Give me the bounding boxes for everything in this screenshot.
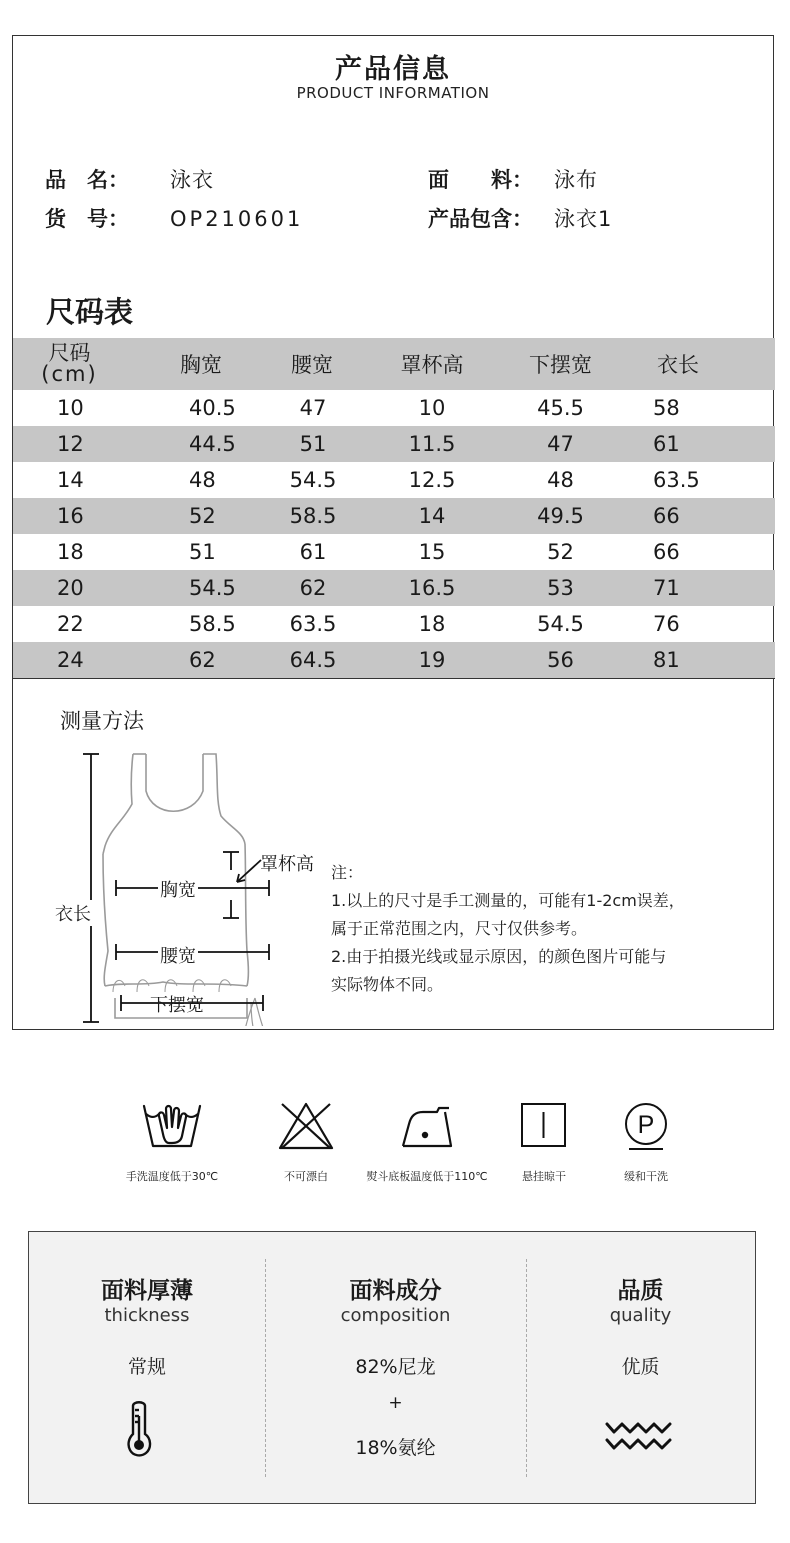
table-cell: 22 xyxy=(57,612,84,636)
table-cell: 52 xyxy=(547,540,574,564)
composition-line1: 82%尼龙 xyxy=(355,1356,436,1378)
attr-contents-value: 泳衣1 xyxy=(554,207,613,231)
hang-dry-icon xyxy=(520,1100,568,1152)
care-hang-dry xyxy=(502,1100,586,1184)
attr-item-no-value: OP210601 xyxy=(170,207,304,231)
fabric-panel xyxy=(28,1231,756,1504)
composition-title: 面料成分 xyxy=(349,1278,442,1304)
note-line: 注： xyxy=(331,863,364,882)
table-cell: 52 xyxy=(189,504,216,528)
iron-icon xyxy=(399,1100,455,1152)
table-cell: 19 xyxy=(418,648,446,672)
table-cell: 51 xyxy=(299,432,327,456)
table-cell: 61 xyxy=(653,432,680,456)
quality-value: 优质 xyxy=(621,1356,660,1378)
care-label-hang-dry: 悬挂晾干 xyxy=(522,1170,566,1183)
table-cell: 56 xyxy=(547,648,574,672)
table-row xyxy=(13,498,775,534)
fabric-thickness xyxy=(29,1232,265,1503)
table-cell: 18 xyxy=(57,540,84,564)
dry-clean-symbol: P xyxy=(637,1111,655,1139)
table-cell: 16 xyxy=(57,504,84,528)
care-label-hand-wash: 手洗温度低于30℃ xyxy=(125,1170,219,1183)
thickness-title: 面料厚薄 xyxy=(101,1278,193,1304)
attr-contents-label: 产品包含： xyxy=(428,207,533,231)
label-waist: 腰宽 xyxy=(158,942,198,968)
dry-clean-icon xyxy=(621,1100,671,1152)
table-cell: 16.5 xyxy=(408,576,456,600)
measure-title: 测量方法 xyxy=(60,709,144,733)
composition-subtitle: composition xyxy=(340,1305,451,1326)
note-line: 实际物体不同。 xyxy=(331,975,444,994)
table-cell: 10 xyxy=(57,396,84,420)
table-cell: 58 xyxy=(653,396,680,420)
table-cell: 54.5 xyxy=(537,612,584,636)
header-size-line1: 尺码 xyxy=(48,341,91,365)
attr-fabric xyxy=(428,164,598,194)
measurement-notes xyxy=(331,859,685,999)
attr-contents xyxy=(428,203,612,233)
table-cell: 48 xyxy=(547,468,574,492)
table-cell: 61 xyxy=(299,540,327,564)
table-cell: 63.5 xyxy=(653,468,700,492)
product-info-panel xyxy=(12,35,774,1030)
attr-fabric-label: 面 料： xyxy=(428,168,533,192)
quality-title: 品质 xyxy=(617,1278,664,1304)
attr-fabric-value: 泳布 xyxy=(554,168,598,192)
table-cell: 51 xyxy=(189,540,216,564)
table-cell: 62 xyxy=(299,576,327,600)
size-chart-title: 尺码表 xyxy=(46,295,134,329)
attr-item-no-label: 货 号： xyxy=(45,207,129,231)
fabric-quality xyxy=(526,1232,755,1503)
table-cell: 11.5 xyxy=(408,432,456,456)
label-cup: 罩杯高 xyxy=(260,854,314,875)
label-hem: 下摆宽 xyxy=(150,995,204,1016)
attr-item-no xyxy=(45,203,303,233)
table-cell: 54.5 xyxy=(189,576,236,600)
header-size-line2: (cm) xyxy=(41,362,98,386)
table-cell: 71 xyxy=(653,576,680,600)
table-row xyxy=(13,570,775,606)
table-cell: 81 xyxy=(653,648,680,672)
header-waist: 腰宽 xyxy=(291,353,333,377)
header-hem: 下摆宽 xyxy=(529,353,592,377)
header-chest: 胸宽 xyxy=(180,353,222,377)
attr-name-value: 泳衣 xyxy=(170,168,214,192)
composition-plus: + xyxy=(388,1393,403,1413)
table-cell: 45.5 xyxy=(537,396,584,420)
composition-line2: 18%氨纶 xyxy=(355,1437,436,1459)
label-chest: 胸宽 xyxy=(158,876,198,902)
note-line: 1.以上的尺寸是手工测量的，可能有1-2cm误差， xyxy=(331,891,685,910)
table-cell: 58.5 xyxy=(289,504,337,528)
table-row xyxy=(13,390,775,426)
table-cell: 48 xyxy=(189,468,216,492)
table-row xyxy=(13,462,775,498)
table-cell: 64.5 xyxy=(289,648,337,672)
no-bleach-icon xyxy=(276,1100,336,1152)
thermometer-icon xyxy=(121,1398,157,1458)
care-no-bleach xyxy=(256,1100,356,1184)
table-cell: 14 xyxy=(57,468,84,492)
care-iron xyxy=(354,1100,500,1184)
table-row xyxy=(13,606,775,642)
size-table xyxy=(13,338,775,678)
page-title: 产品信息 xyxy=(335,54,451,85)
fabric-composition xyxy=(265,1232,526,1503)
table-cell: 49.5 xyxy=(537,504,584,528)
care-label-dry-clean: 缓和干洗 xyxy=(624,1170,668,1183)
thickness-value: 常规 xyxy=(127,1356,166,1378)
measurement-diagram xyxy=(53,746,323,1030)
size-table-header xyxy=(13,338,775,390)
wave-icon xyxy=(604,1418,676,1454)
note-line: 2.由于拍摄光线或显示原因，的颜色图片可能与 xyxy=(331,947,667,966)
table-cell: 47 xyxy=(299,396,327,420)
table-cell: 63.5 xyxy=(289,612,337,636)
table-row xyxy=(13,642,775,678)
table-cell: 12 xyxy=(57,432,84,456)
table-cell: 76 xyxy=(653,612,680,636)
table-cell: 66 xyxy=(653,504,680,528)
table-row xyxy=(13,534,775,570)
care-dry-clean xyxy=(604,1100,688,1184)
page-subtitle: PRODUCT INFORMATION xyxy=(296,84,490,102)
table-cell: 15 xyxy=(418,540,446,564)
table-cell: 47 xyxy=(547,432,574,456)
table-cell: 66 xyxy=(653,540,680,564)
table-cell: 44.5 xyxy=(189,432,236,456)
table-row xyxy=(13,426,775,462)
table-cell: 54.5 xyxy=(289,468,337,492)
table-cell: 14 xyxy=(418,504,446,528)
header-cup: 罩杯高 xyxy=(400,353,464,377)
table-cell: 62 xyxy=(189,648,216,672)
hand-wash-icon xyxy=(141,1100,203,1152)
header-size xyxy=(13,338,126,390)
quality-subtitle: quality xyxy=(609,1305,672,1326)
note-line: 属于正常范围之内，尺寸仅供参考。 xyxy=(331,919,588,938)
table-cell: 12.5 xyxy=(408,468,456,492)
table-divider xyxy=(13,678,775,679)
table-cell: 20 xyxy=(57,576,84,600)
table-cell: 53 xyxy=(547,576,574,600)
thickness-subtitle: thickness xyxy=(104,1305,190,1326)
attr-name-label: 品 名： xyxy=(45,168,129,192)
care-label-iron: 熨斗底板温度低于110℃ xyxy=(366,1170,488,1183)
label-length: 衣长 xyxy=(53,900,93,926)
header-length: 衣长 xyxy=(657,353,699,377)
table-cell: 24 xyxy=(57,648,84,672)
table-cell: 58.5 xyxy=(189,612,236,636)
care-label-no-bleach: 不可漂白 xyxy=(284,1170,328,1183)
table-cell: 10 xyxy=(418,396,446,420)
table-cell: 40.5 xyxy=(189,396,236,420)
table-cell: 18 xyxy=(418,612,446,636)
attr-name xyxy=(45,164,214,194)
care-hand-wash xyxy=(112,1100,232,1184)
